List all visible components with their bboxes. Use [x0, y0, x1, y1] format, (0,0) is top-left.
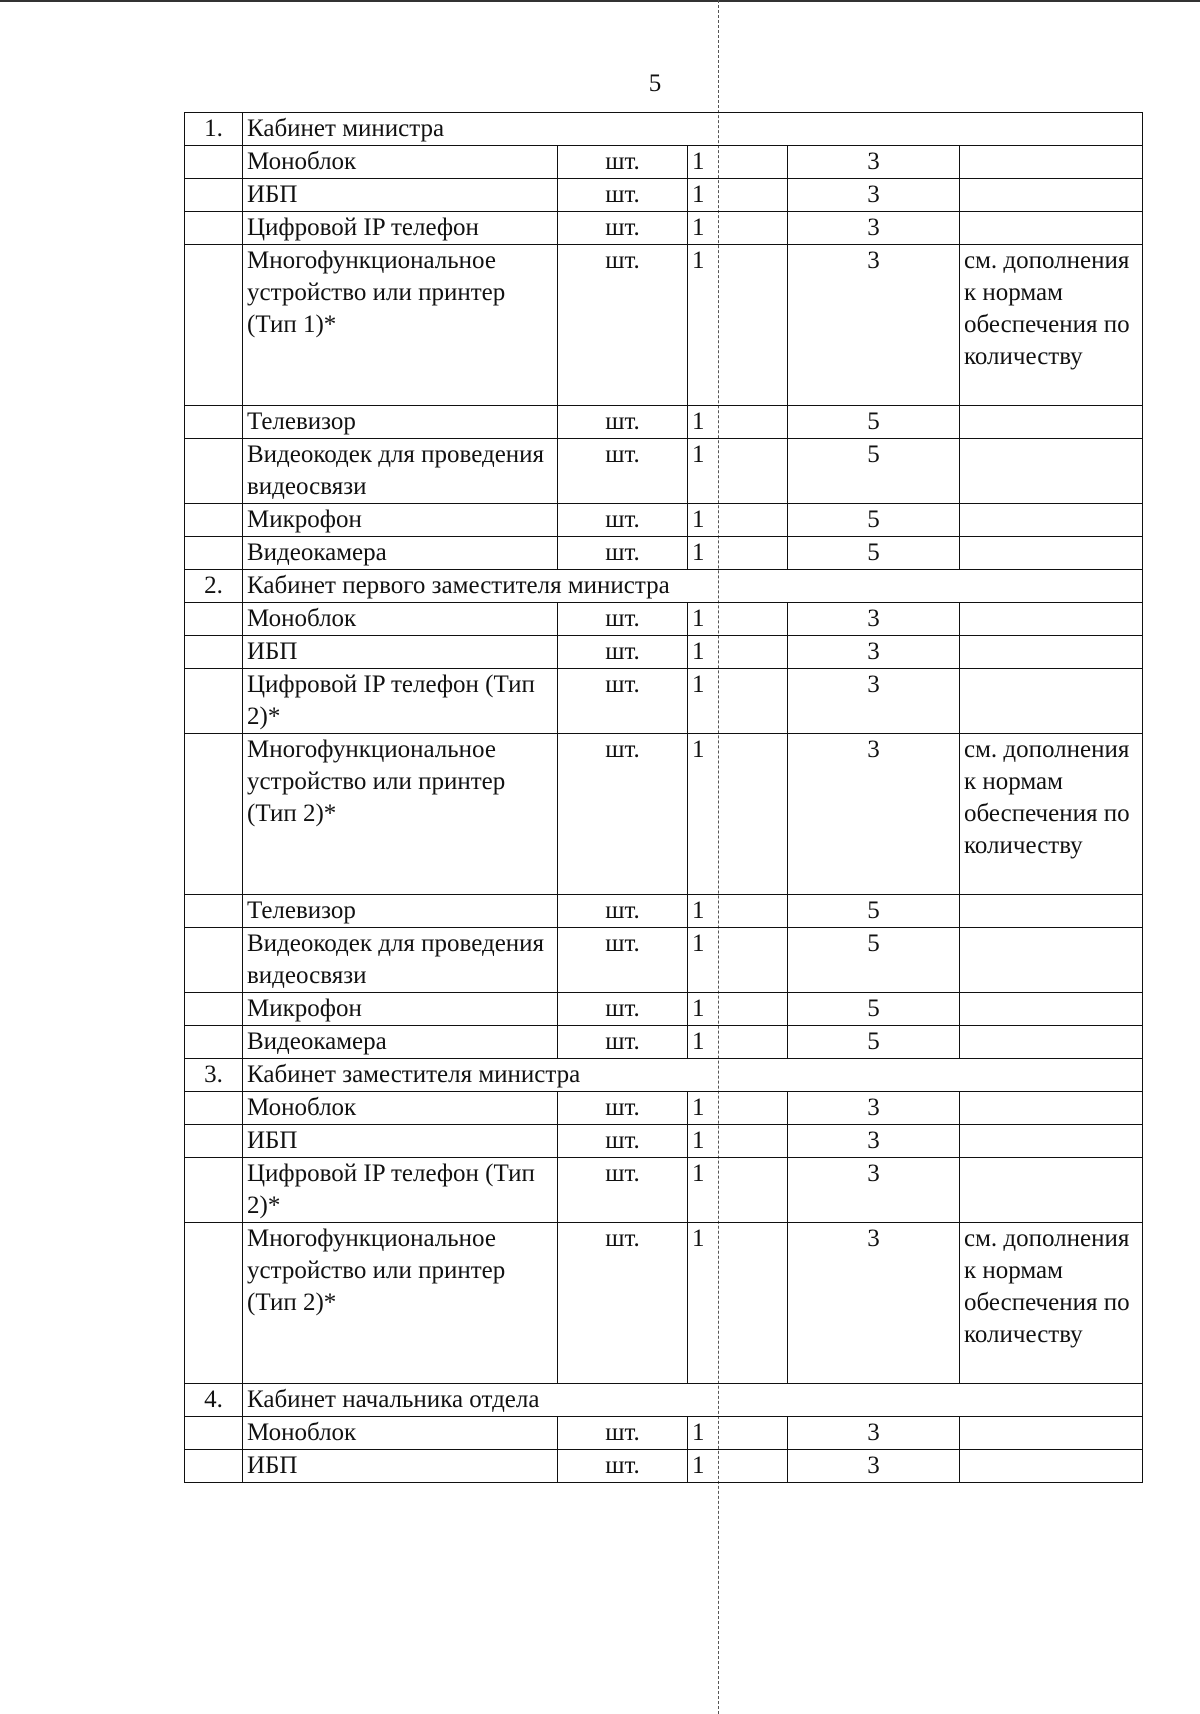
row-number-cell — [185, 603, 243, 636]
item-name: ИБП — [243, 179, 558, 212]
item-unit: шт. — [558, 1158, 688, 1223]
section-header-row — [185, 113, 1143, 146]
page-number: 5 — [648, 70, 662, 97]
item-service-term: 5 — [788, 406, 960, 439]
item-name: Цифровой IP телефон (Тип 2)* — [243, 669, 558, 734]
item-unit: шт. — [558, 439, 688, 504]
section-number: 1. — [185, 113, 243, 146]
item-service-term: 3 — [788, 669, 960, 734]
item-note — [960, 212, 1143, 245]
item-note: см. дополнения к нормам обеспечения по количеству — [960, 734, 1143, 895]
section-number: 3. — [185, 1059, 243, 1092]
item-service-term: 3 — [788, 1417, 960, 1450]
item-service-term: 3 — [788, 734, 960, 895]
item-quantity: 1 — [688, 1026, 788, 1059]
item-name: Многофункциональное устройство или принтер (Тип 1)* — [243, 245, 558, 406]
scan-top-border — [0, 0, 1200, 2]
item-name: Микрофон — [243, 993, 558, 1026]
item-service-term: 3 — [788, 1158, 960, 1223]
table-row — [185, 603, 1143, 636]
row-number-cell — [185, 1158, 243, 1223]
row-number-cell — [185, 245, 243, 406]
row-number-cell — [185, 669, 243, 734]
item-quantity: 1 — [688, 1092, 788, 1125]
item-service-term: 5 — [788, 439, 960, 504]
item-name: Многофункциональное устройство или принтер (Тип 2)* — [243, 734, 558, 895]
item-unit: шт. — [558, 734, 688, 895]
row-number-cell — [185, 895, 243, 928]
item-name: ИБП — [243, 1125, 558, 1158]
item-unit: шт. — [558, 1450, 688, 1483]
item-quantity: 1 — [688, 537, 788, 570]
item-unit: шт. — [558, 895, 688, 928]
table-row — [185, 1092, 1143, 1125]
item-quantity: 1 — [688, 179, 788, 212]
item-note — [960, 1417, 1143, 1450]
row-number-cell — [185, 993, 243, 1026]
table-row — [185, 212, 1143, 245]
item-service-term: 5 — [788, 537, 960, 570]
item-quantity: 1 — [688, 1223, 788, 1384]
item-name: Моноблок — [243, 1417, 558, 1450]
item-unit: шт. — [558, 504, 688, 537]
item-unit: шт. — [558, 406, 688, 439]
item-note — [960, 928, 1143, 993]
equipment-norms-table — [184, 112, 1143, 1483]
item-note — [960, 1092, 1143, 1125]
item-name: Моноблок — [243, 1092, 558, 1125]
item-quantity: 1 — [688, 636, 788, 669]
item-quantity: 1 — [688, 993, 788, 1026]
row-number-cell — [185, 1026, 243, 1059]
item-quantity: 1 — [688, 406, 788, 439]
row-number-cell — [185, 406, 243, 439]
item-quantity: 1 — [688, 928, 788, 993]
item-quantity: 1 — [688, 212, 788, 245]
table-row — [185, 179, 1143, 212]
item-name: Видеокамера — [243, 1026, 558, 1059]
item-quantity: 1 — [688, 734, 788, 895]
table-row — [185, 993, 1143, 1026]
item-service-term: 3 — [788, 212, 960, 245]
item-note — [960, 179, 1143, 212]
item-service-term: 5 — [788, 895, 960, 928]
item-unit: шт. — [558, 603, 688, 636]
item-quantity: 1 — [688, 669, 788, 734]
item-service-term: 3 — [788, 179, 960, 212]
item-unit: шт. — [558, 179, 688, 212]
item-unit: шт. — [558, 212, 688, 245]
item-note: см. дополнения к нормам обеспечения по количеству — [960, 1223, 1143, 1384]
item-name: Многофункциональное устройство или принтер (Тип 2)* — [243, 1223, 558, 1384]
table-row — [185, 1417, 1143, 1450]
item-unit: шт. — [558, 1417, 688, 1450]
item-name: Моноблок — [243, 603, 558, 636]
section-title: Кабинет первого заместителя министра — [243, 570, 1143, 603]
row-number-cell — [185, 928, 243, 993]
item-service-term: 3 — [788, 146, 960, 179]
item-service-term: 3 — [788, 1223, 960, 1384]
table-row — [185, 669, 1143, 734]
section-title: Кабинет заместителя министра — [243, 1059, 1143, 1092]
item-unit: шт. — [558, 146, 688, 179]
table-row — [185, 406, 1143, 439]
item-unit: шт. — [558, 669, 688, 734]
item-quantity: 1 — [688, 245, 788, 406]
row-number-cell — [185, 146, 243, 179]
row-number-cell — [185, 1223, 243, 1384]
item-note — [960, 537, 1143, 570]
item-note — [960, 1125, 1143, 1158]
item-unit: шт. — [558, 1026, 688, 1059]
item-service-term: 5 — [788, 993, 960, 1026]
item-unit: шт. — [558, 1092, 688, 1125]
item-quantity: 1 — [688, 439, 788, 504]
item-unit: шт. — [558, 636, 688, 669]
item-note — [960, 146, 1143, 179]
item-note — [960, 1026, 1143, 1059]
row-number-cell — [185, 1092, 243, 1125]
item-note — [960, 636, 1143, 669]
item-unit: шт. — [558, 1223, 688, 1384]
item-service-term: 3 — [788, 636, 960, 669]
item-name: ИБП — [243, 1450, 558, 1483]
item-note — [960, 669, 1143, 734]
table-row — [185, 636, 1143, 669]
row-number-cell — [185, 504, 243, 537]
item-note — [960, 1158, 1143, 1223]
item-note — [960, 993, 1143, 1026]
row-number-cell — [185, 212, 243, 245]
section-header-row — [185, 570, 1143, 603]
section-title: Кабинет начальника отдела — [243, 1384, 1143, 1417]
item-service-term: 3 — [788, 603, 960, 636]
table-row — [185, 1450, 1143, 1483]
table-row — [185, 1026, 1143, 1059]
table-row — [185, 895, 1143, 928]
item-quantity: 1 — [688, 1125, 788, 1158]
item-unit: шт. — [558, 1125, 688, 1158]
item-note — [960, 439, 1143, 504]
item-name: Видеокодек для проведения видеосвязи — [243, 439, 558, 504]
item-unit: шт. — [558, 537, 688, 570]
item-note: см. дополнения к нормам обеспечения по количеству — [960, 245, 1143, 406]
item-quantity: 1 — [688, 146, 788, 179]
item-service-term: 3 — [788, 1125, 960, 1158]
section-header-row — [185, 1384, 1143, 1417]
item-note — [960, 603, 1143, 636]
item-service-term: 3 — [788, 245, 960, 406]
section-header-row — [185, 1059, 1143, 1092]
table-row — [185, 537, 1143, 570]
item-note — [960, 504, 1143, 537]
item-quantity: 1 — [688, 603, 788, 636]
item-name: Телевизор — [243, 406, 558, 439]
table-row — [185, 1125, 1143, 1158]
table-row — [185, 734, 1143, 895]
item-service-term: 5 — [788, 1026, 960, 1059]
table-row — [185, 439, 1143, 504]
item-quantity: 1 — [688, 1417, 788, 1450]
item-name: Видеокодек для проведения видеосвязи — [243, 928, 558, 993]
section-title: Кабинет министра — [243, 113, 1143, 146]
item-note — [960, 406, 1143, 439]
row-number-cell — [185, 1417, 243, 1450]
item-quantity: 1 — [688, 1450, 788, 1483]
item-unit: шт. — [558, 993, 688, 1026]
row-number-cell — [185, 734, 243, 895]
item-name: Цифровой IP телефон (Тип 2)* — [243, 1158, 558, 1223]
row-number-cell — [185, 1450, 243, 1483]
item-name: Микрофон — [243, 504, 558, 537]
row-number-cell — [185, 537, 243, 570]
table-row — [185, 1223, 1143, 1384]
item-quantity: 1 — [688, 1158, 788, 1223]
item-name: ИБП — [243, 636, 558, 669]
item-service-term: 5 — [788, 928, 960, 993]
item-quantity: 1 — [688, 895, 788, 928]
item-service-term: 5 — [788, 504, 960, 537]
section-number: 2. — [185, 570, 243, 603]
table-row — [185, 504, 1143, 537]
row-number-cell — [185, 1125, 243, 1158]
item-service-term: 3 — [788, 1450, 960, 1483]
table-row — [185, 1158, 1143, 1223]
table-row — [185, 245, 1143, 406]
section-number: 4. — [185, 1384, 243, 1417]
item-service-term: 3 — [788, 1092, 960, 1125]
item-note — [960, 1450, 1143, 1483]
item-unit: шт. — [558, 245, 688, 406]
item-name: Телевизор — [243, 895, 558, 928]
item-name: Моноблок — [243, 146, 558, 179]
item-name: Видеокамера — [243, 537, 558, 570]
table-row — [185, 146, 1143, 179]
row-number-cell — [185, 179, 243, 212]
row-number-cell — [185, 439, 243, 504]
row-number-cell — [185, 636, 243, 669]
item-unit: шт. — [558, 928, 688, 993]
item-note — [960, 895, 1143, 928]
table-row — [185, 928, 1143, 993]
item-name: Цифровой IP телефон — [243, 212, 558, 245]
item-quantity: 1 — [688, 504, 788, 537]
